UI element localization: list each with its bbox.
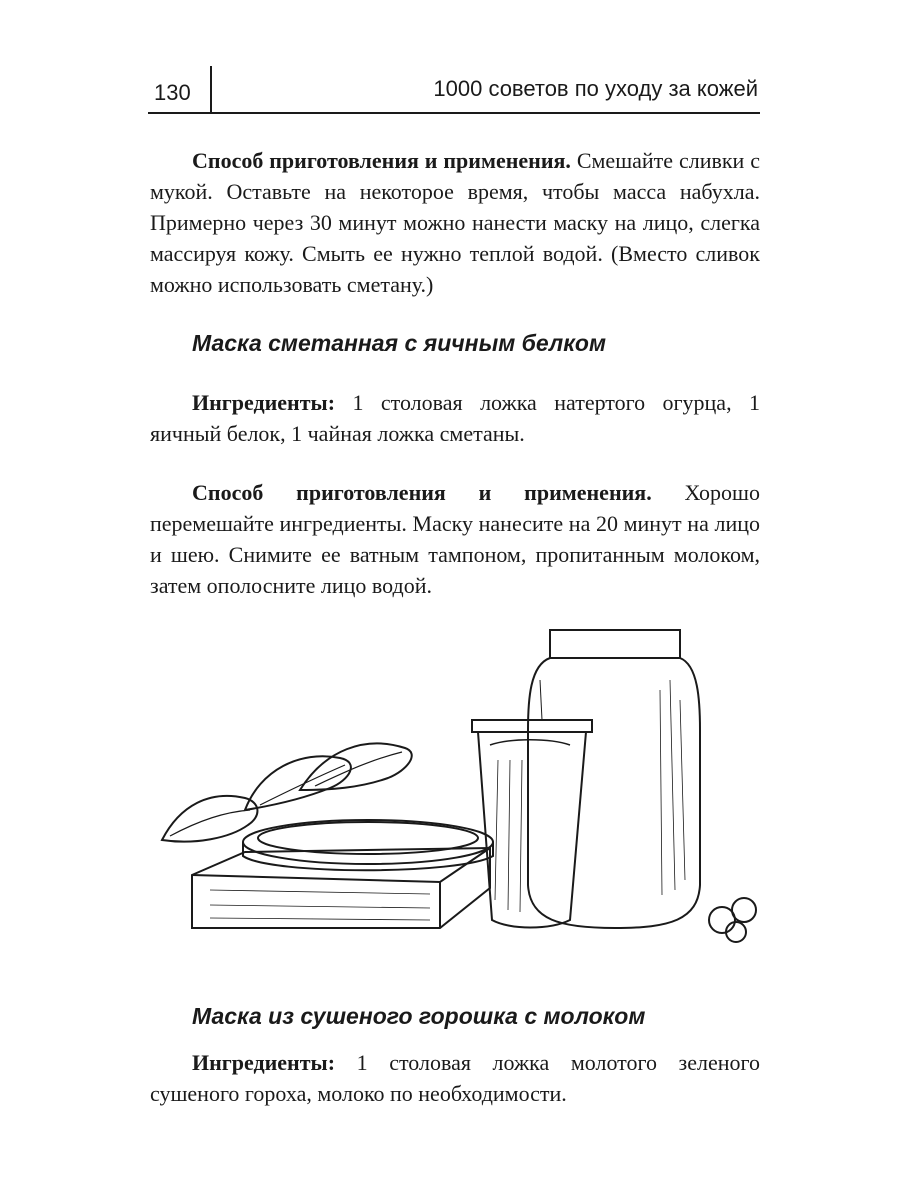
method-paragraph-1 (150, 145, 760, 300)
paragraph-label: Ингредиенты: (192, 1050, 336, 1075)
jar-icon (528, 630, 700, 928)
ingredients-paragraph-1 (150, 387, 760, 449)
paragraph-label: Способ приготовления и применения. (192, 480, 652, 505)
page-header (148, 66, 760, 114)
paragraph-label: Ингредиенты: (192, 390, 336, 415)
tube-icon (472, 720, 592, 928)
recipe-heading-dried-pea-milk-mask: Маска из сушеного горошка с молоком (192, 1003, 646, 1029)
paragraph-text: 1 столовая ложка натертого огурца, 1 яичный белок, 1 чайная ложка сметаны. (150, 390, 760, 446)
paragraph-text: Смешайте сливки с мукой. Оставьте на некоторое время, чтобы масса набухла. Примерно через 30 минут можно нанести маску на лицо, слегка массируя кожу. Смыть ее нужно теплой водой. (Вместо сливок можно использовать сметану.) (150, 148, 760, 297)
header-vertical-divider (210, 66, 212, 112)
method-paragraph-2 (150, 477, 760, 601)
recipe-heading-sour-cream-egg-white-mask: Маска сметанная с яичным белком (192, 330, 606, 356)
page-number: 130 (154, 80, 191, 105)
paragraph-label: Способ приготовления и применения. (192, 148, 571, 173)
header-horizontal-rule (148, 112, 760, 114)
paragraph-text: 1 столовая ложка молотого зеленого сушеного гороха, молоко по необходимости. (150, 1050, 760, 1106)
dish-icon (243, 820, 493, 870)
ingredients-paragraph-2 (150, 1047, 760, 1109)
peas-icon (709, 898, 756, 942)
paragraph-text: Хорошо перемешайте ингредиенты. Маску нанесите на 20 минут на лицо и шею. Снимите ее ватным тампоном, пропитанным молоком, затем ополосните лицо водой. (150, 480, 760, 598)
running-title: 1000 советов по уходу за кожей (433, 76, 758, 101)
cosmetics-illustration-icon (150, 620, 770, 950)
